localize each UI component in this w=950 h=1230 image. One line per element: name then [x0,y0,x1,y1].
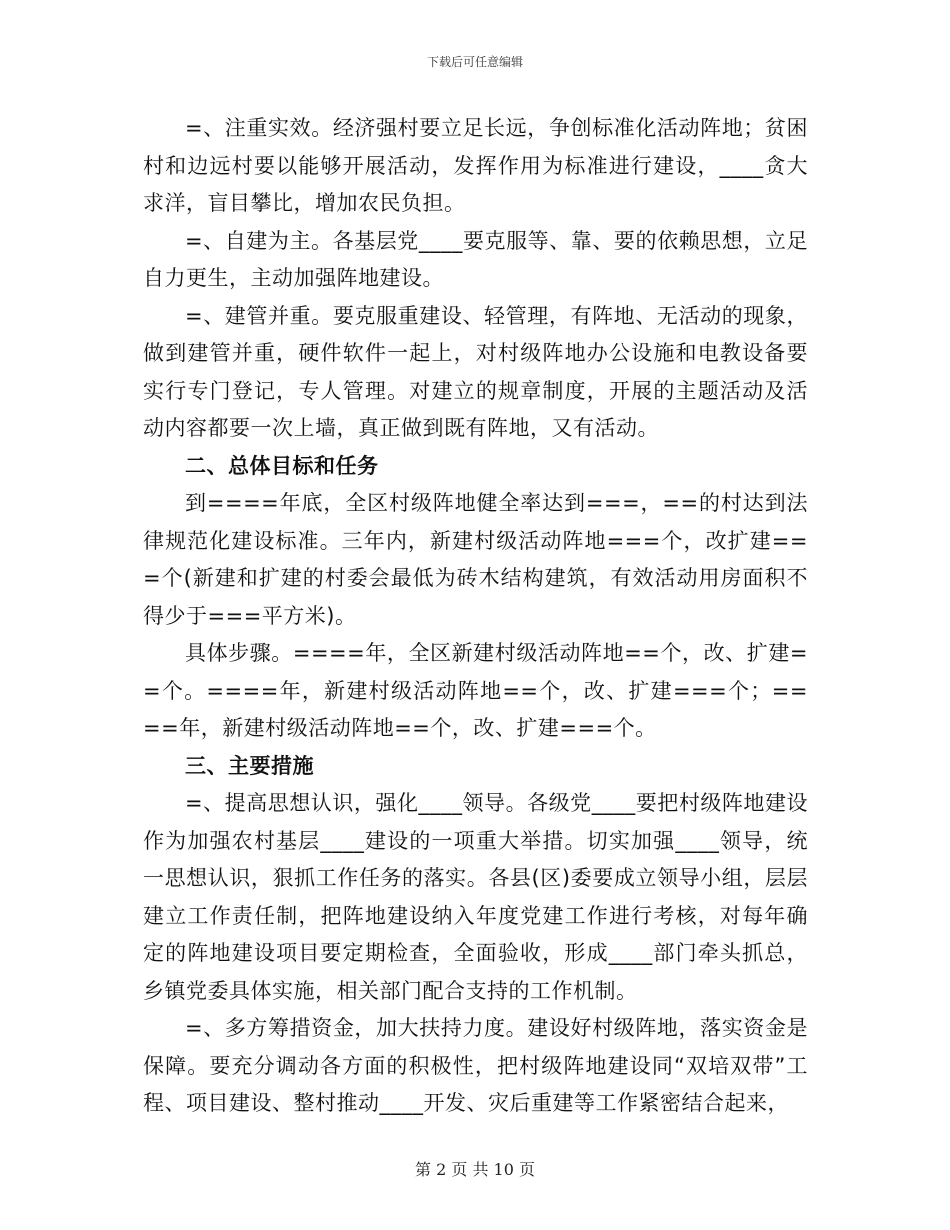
paragraph-self-build: =、自建为主。各基层党____要克服等、靠、要的依赖思想，立足自力更生，主动加强阵地建设。 [143,228,808,290]
paragraph-practical-effect: =、注重实效。经济强村要立足长远，争创标准化活动阵地；贫困村和边远村要以能够开展活动，发挥作用为标准进行建设，____贪大求洋，盲目攀比，增加农民负担。 [143,116,808,215]
paragraph-steps: 具体步骤。====年，全区新建村级活动阵地==个，改、扩建==个。====年，新建村级活动阵地==个，改、扩建===个；====年，新建村级活动阵地==个，改、扩建===个。 [143,641,808,740]
paragraph-awareness: =、提高思想认识，强化____领导。各级党____要把村级阵地建设作为加强农村基层____建设的一项重大举措。切实加强____领导，统一思想认识，狠抓工作任务的落实。各县(区)委要成立领导小组，层层建立工作责任制，把阵地建设纳入年度党建工作进行考核，对每年确定的阵地建设项目要定期检查，全面验收，形成____部门牵头抓总，乡镇党委具体实施，相关部门配合支持的工作机制。 [143,791,808,1003]
paragraph-targets: 到====年底，全区村级阵地健全率达到===，==的村达到法律规范化建设标准。三年内，新建村级活动阵地===个，改扩建===个(新建和扩建的村委会最低为砖木结构建筑，有效活动用房面积不得少于===平方米)。 [143,491,808,628]
paragraph-build-manage: =、建管并重。要克服重建设、轻管理，有阵地、无活动的现象，做到建管并重，硬件软件一起上，对村级阵地办公设施和电教设备要实行专门登记，专人管理。对建立的规章制度，开展的主题活动及活动内容都要一次上墙，真正做到既有阵地，又有活动。 [143,303,808,440]
paragraph-funding: =、多方筹措资金，加大扶持力度。建设好村级阵地，落实资金是保障。要充分调动各方面的积极性，把村级阵地建设同“双培双带”工程、项目建设、整村推动____开发、灾后重建等工作紧密结合起来， [143,1016,808,1115]
section-heading-measures: 三、主要措施 [185,753,314,778]
section-heading-goals: 二、总体目标和任务 [185,453,379,478]
page-header: 下载后可任意编辑 [426,55,523,69]
page-footer: 第 2 页 共 10 页 [415,1160,535,1179]
document-body [143,110,808,1123]
